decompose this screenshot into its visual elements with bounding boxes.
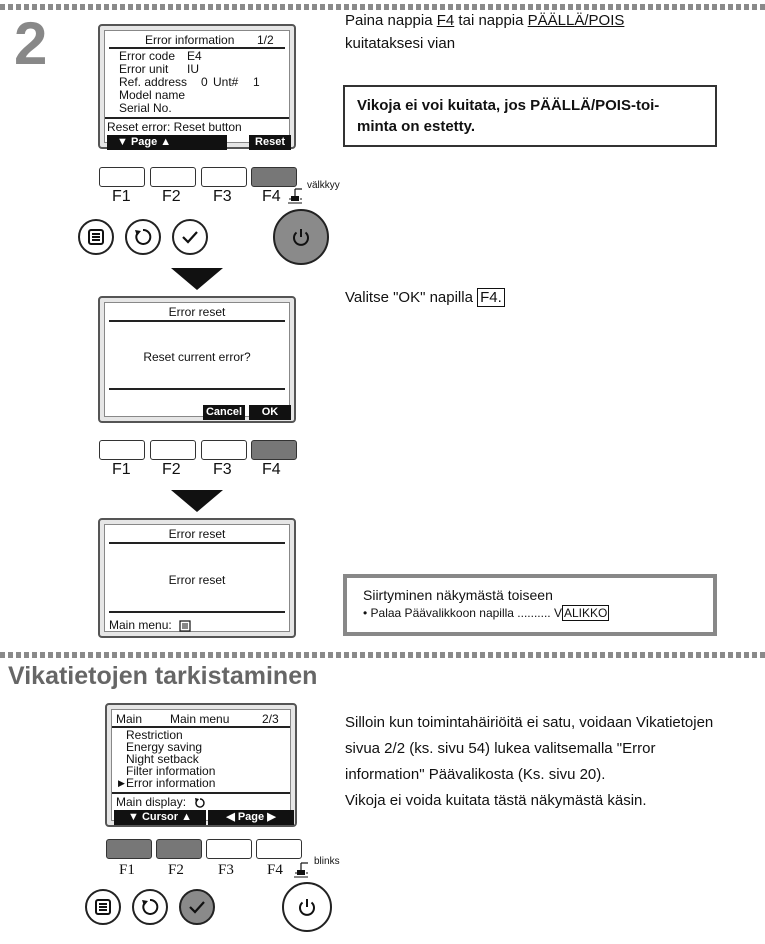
lcd-divider (105, 117, 289, 119)
f1-button[interactable] (99, 440, 145, 460)
checkmark-icon (180, 227, 200, 247)
blink-label: välkkyy (307, 180, 340, 191)
menu-button[interactable] (78, 219, 114, 255)
lcd-main-label: Main (116, 712, 143, 726)
lcd-divider (109, 388, 285, 390)
confirm-button[interactable] (179, 889, 215, 925)
lcd-message: Reset current error? (143, 350, 251, 364)
lcd-reset-bar: Reset (249, 135, 291, 150)
paragraph-line: Vikoja ei voida kuitata tästä näkymästä käsin. (345, 792, 647, 809)
lcd-ok-bar: OK (249, 405, 291, 420)
f2-label: F2 (162, 461, 181, 478)
lcd-page-bar: ▼ Page ▲ (107, 135, 227, 150)
instruction-1-line-1 (345, 11, 624, 31)
lcd-message: Error reset (168, 573, 226, 587)
lcd-page: 1/2 (257, 33, 274, 47)
key-reference: PÄÄLLÄ/POIS (527, 12, 625, 29)
navigation-note (343, 574, 717, 636)
section-heading: Vikatietojen tarkistaminen (8, 662, 318, 690)
menu-icon (94, 898, 112, 916)
ref-address-label: Ref. address (119, 75, 188, 89)
instruction-1-line-2: kuitataksesi vian (345, 35, 456, 52)
model-name-label: Model name (119, 88, 186, 102)
unit-number-label: Unt# (213, 75, 239, 89)
f1-label: F1 (112, 188, 131, 205)
f2-label: F2 (168, 862, 184, 878)
f4-label: F4 (262, 461, 281, 478)
f3-label: F3 (218, 862, 234, 878)
ref-address-value: 0 (201, 75, 208, 89)
lcd-title: Error reset (168, 305, 226, 319)
f2-label: F2 (162, 188, 181, 205)
f1-button[interactable] (106, 839, 152, 859)
note-reset-disabled (343, 85, 717, 147)
menu-item-selected: Error information (126, 776, 216, 790)
f4-label: F4 (262, 188, 281, 205)
serial-no-label: Serial No. (119, 101, 172, 115)
f4-label: F4 (267, 862, 283, 878)
f3-button[interactable] (201, 440, 247, 460)
lcd-main-menu (105, 703, 297, 827)
power-icon (290, 226, 312, 248)
instruction-text: Valitse "OK" napilla (345, 289, 478, 306)
note-line-1: Vikoja ei voi kuitata, jos PÄÄLLÄ/POIS-toi- (357, 97, 660, 114)
menu-icon (179, 619, 191, 637)
lcd-divider (109, 542, 285, 544)
lcd-footer: Main display: (116, 795, 187, 809)
power-icon (296, 896, 318, 918)
f4-button[interactable] (256, 839, 302, 859)
lcd-title: Error information (145, 33, 235, 47)
note-title: Siirtyminen näkymästä toiseen (363, 587, 553, 603)
paragraph-line: information" Päävalikosta (Ks. sivu 20). (345, 766, 606, 783)
error-unit-value: IU (187, 62, 199, 76)
lcd-divider (112, 792, 290, 794)
confirm-button[interactable] (172, 219, 208, 255)
top-divider (0, 4, 765, 10)
on-off-button[interactable] (282, 882, 332, 932)
f3-button[interactable] (201, 167, 247, 187)
f4-button[interactable] (251, 167, 297, 187)
lcd-cursor-bar: ▼ Cursor ▲ (114, 810, 206, 825)
blink-label: blinks (314, 856, 340, 867)
error-code-label: Error code (119, 49, 176, 63)
lcd-page: 2/3 (262, 712, 279, 726)
down-arrow-icon (171, 268, 223, 290)
f1-label: F1 (119, 862, 135, 878)
error-unit-label: Error unit (119, 62, 169, 76)
info-paragraph (345, 710, 713, 814)
lcd-error-reset-done (98, 518, 296, 638)
lcd-divider (109, 611, 285, 613)
on-off-button[interactable] (273, 209, 329, 265)
cursor-indicator-icon: ▶ (118, 778, 125, 788)
lcd-title: Main menu (170, 712, 230, 726)
lcd-title: Error reset (168, 527, 226, 541)
key-reference: F4. (477, 288, 505, 307)
note-line (363, 604, 697, 622)
instruction-text: tai nappia (454, 12, 528, 29)
lcd-error-information (98, 24, 296, 149)
lcd-footer: Main menu: (109, 618, 172, 632)
paragraph-line: sivua 2/2 (ks. sivu 54) lukea valitsemalla "Error (345, 740, 656, 757)
return-button[interactable] (132, 889, 168, 925)
return-button[interactable] (125, 219, 161, 255)
lcd-footer: Reset error: Reset button (107, 120, 242, 134)
f1-label: F1 (112, 461, 131, 478)
menu-item: Restriction (126, 728, 183, 742)
f2-button[interactable] (156, 839, 202, 859)
menu-key-reference: ALIKKO (563, 606, 608, 620)
f1-button[interactable] (99, 167, 145, 187)
down-arrow-icon (171, 490, 223, 512)
menu-item: Filter information (126, 764, 216, 778)
menu-item: Energy saving (126, 740, 203, 754)
lcd-error-reset-confirm (98, 296, 296, 423)
step-number: 2 (14, 10, 48, 77)
f3-label: F3 (213, 188, 232, 205)
instruction-text: Paina nappia (345, 12, 437, 29)
note-text: • Palaa Päävalikkoon napilla .......... V (363, 606, 562, 620)
menu-item: Night setback (126, 752, 199, 766)
note-line-2: minta on estetty. (357, 118, 476, 135)
lcd-page-bar: ◀ Page ▶ (208, 810, 294, 825)
f3-button[interactable] (206, 839, 252, 859)
unit-number-value: 1 (253, 75, 260, 89)
section-divider (0, 652, 765, 658)
checkmark-icon (187, 897, 207, 917)
key-reference: F4 (436, 12, 455, 29)
menu-icon (87, 228, 105, 246)
error-code-value: E4 (187, 49, 202, 63)
f4-button[interactable] (251, 440, 297, 460)
f3-label: F3 (213, 461, 232, 478)
lcd-divider (109, 320, 285, 322)
f2-button[interactable] (150, 440, 196, 460)
f2-button[interactable] (150, 167, 196, 187)
return-icon (140, 897, 160, 917)
menu-button[interactable] (85, 889, 121, 925)
lcd-cancel-bar: Cancel (203, 405, 245, 420)
instruction-2 (345, 288, 505, 308)
return-icon (133, 227, 153, 247)
paragraph-line: Silloin kun toimintahäiriöitä ei satu, voidaan Vikatietojen (345, 714, 714, 731)
